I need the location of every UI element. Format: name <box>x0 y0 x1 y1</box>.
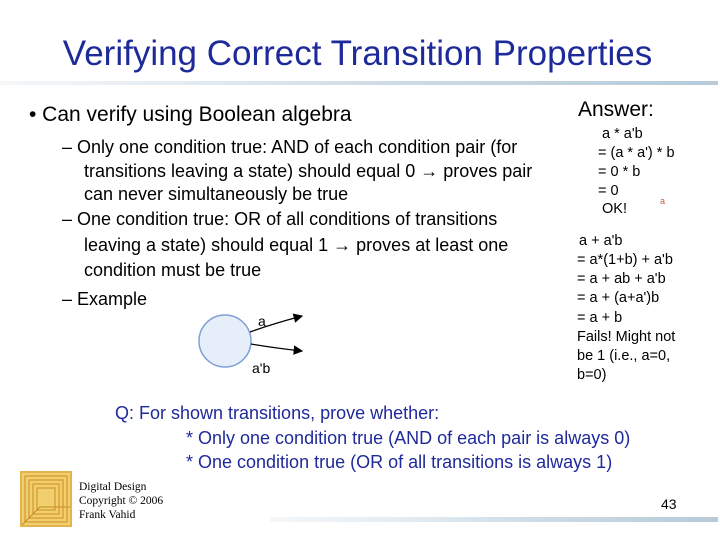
answer-or-line-6: Fails! Might not <box>577 329 676 345</box>
footer-credit <box>79 480 163 522</box>
footer-line-2: Copyright © 2006 <box>79 495 164 507</box>
page-number: 43 <box>661 496 677 512</box>
sub-bullet-1-line-1: – Only one condition true: AND of each condition pair (for <box>62 137 518 157</box>
answer-heading: Answer: <box>578 98 654 121</box>
sub-bullet-1-line-2: transitions leaving a state) should equal 0 → proves pair <box>84 161 533 181</box>
answer-and-line-3: = 0 * b <box>598 164 641 180</box>
answer-and-line-4: = 0 <box>598 183 619 199</box>
answer-or-line-4: = a + (a+a')b <box>577 290 660 306</box>
answer-or-line-7: be 1 (i.e., a=0, <box>577 348 671 364</box>
main-bullet: • Can verify using Boolean algebra <box>29 103 352 126</box>
footer-line-3: Frank Vahid <box>79 509 136 521</box>
transition-arrow-a-prime-b <box>251 344 302 351</box>
slide-title: Verifying Correct Transition Properties <box>62 34 653 73</box>
footer-divider <box>270 517 718 522</box>
transition-diagram <box>198 298 313 388</box>
sub-bullet-2-line-3: condition must be true <box>84 260 262 280</box>
answer-or-line-3: = a + ab + a'b <box>577 271 666 287</box>
answer-or-line-1: a + a'b <box>579 233 623 249</box>
answer-and-line-1: a * a'b <box>602 126 643 142</box>
question-line-2: * Only one condition true (AND of each pair is always 0) <box>186 428 631 448</box>
sub-bullet-2-line-1: – One condition true: OR of all conditions of transitions <box>62 209 498 229</box>
sub-bullet-3: – Example <box>62 289 148 309</box>
answer-and-line-2: = (a * a') * b <box>598 145 675 161</box>
answer-or-line-8: b=0) <box>577 367 607 383</box>
transition-label-a: a <box>258 313 266 329</box>
answer-and-line-5: OK! <box>602 201 627 217</box>
book-logo-icon <box>20 471 72 527</box>
footer-line-1: Digital Design <box>79 481 147 493</box>
answer-or-line-2: = a*(1+b) + a'b <box>577 252 673 268</box>
title-divider <box>0 81 718 85</box>
answer-or-line-5: = a + b <box>577 310 623 326</box>
sub-bullet-2-line-2: leaving a state) should equal 1 → proves at least one <box>84 235 509 255</box>
state-circle <box>199 315 251 367</box>
stray-glyph: a <box>660 196 666 206</box>
transition-label-a-prime-b: a'b <box>252 360 271 376</box>
question-line-3: * One condition true (OR of all transitions is always 1) <box>186 452 613 472</box>
question-line-1: Q: For shown transitions, prove whether: <box>115 403 440 423</box>
sub-bullet-1-line-3: can never simultaneously be true <box>84 184 349 204</box>
